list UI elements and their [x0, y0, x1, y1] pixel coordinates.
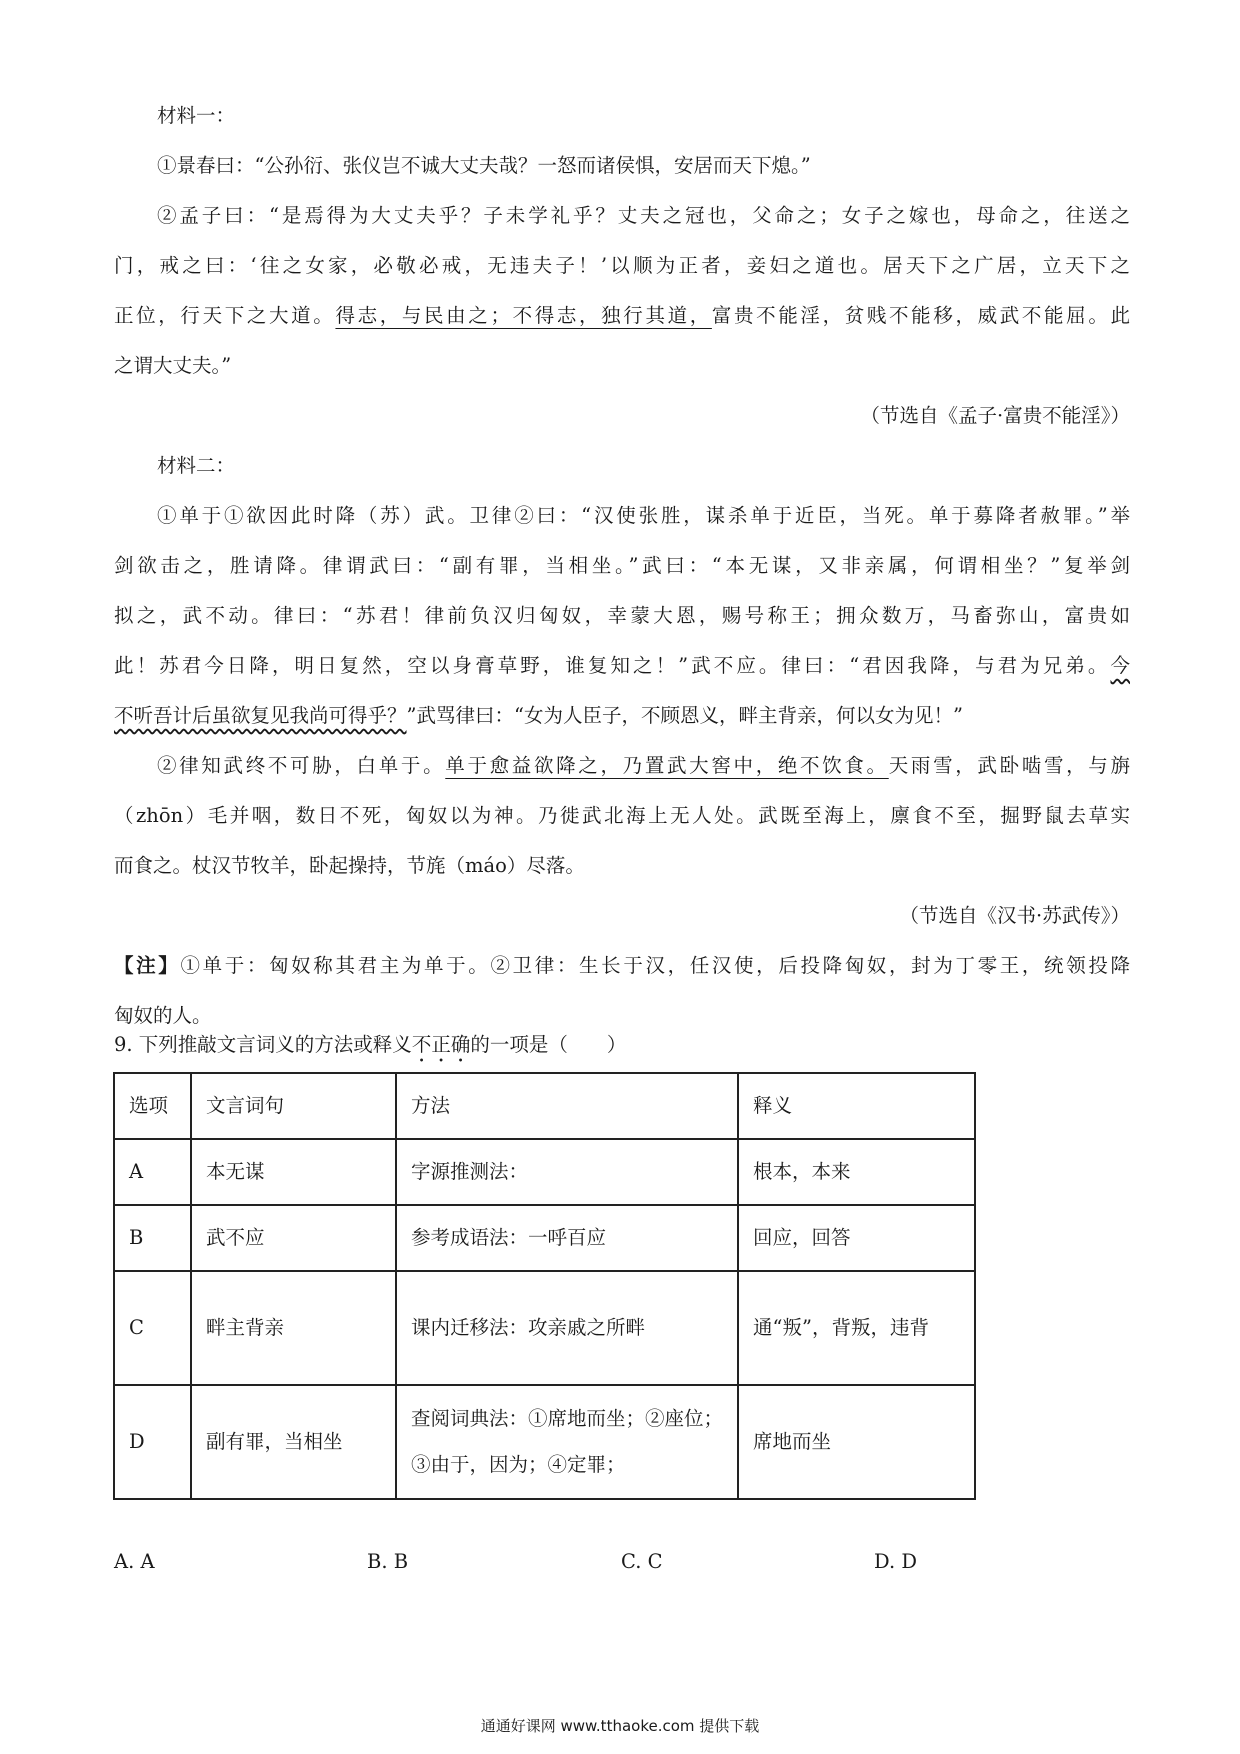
table-header: 文言词句 [191, 1073, 396, 1139]
wavy-underlined-sentence: 不听吾计后虽欲复见我尚可得乎？ [114, 704, 407, 727]
table-cell: 席地而坐 [738, 1385, 975, 1499]
table-cell: 参考成语法：一呼百应 [396, 1205, 738, 1271]
footer: 通通好课网 www.tthaoke.com 提供下载 [480, 1717, 760, 1735]
material1-heading: 材料一： [157, 104, 236, 127]
material1-line-3: 门，戒之曰：‘往之女家，必敬必戒，无违夫子！’以顺为正者，妾妇之道也。居天下之广居，立天下之 [114, 254, 1130, 277]
table-cell: 回应，回答 [738, 1205, 975, 1271]
table-row [114, 1139, 975, 1205]
table-cell: 字源推测法： [396, 1139, 738, 1205]
material2-line-6: ②律知武终不可胁，白单于。单于愈益欲降之，乃置武大窖中，绝不饮食。天雨雪，武卧啮雪，与旃 [157, 754, 1130, 777]
table-row [114, 1271, 975, 1385]
underlined-sentence: 单于愈益欲降之，乃置武大窖中，绝不饮食。 [445, 754, 889, 777]
material2-line-1: ①单于①欲因此时降（苏）武。卫律②曰：“汉使张胜，谋杀单于近臣，当死。单于募降者赦罪。”举 [157, 504, 1130, 527]
table-header: 释义 [738, 1073, 975, 1139]
table-cell: 根本，本来 [738, 1139, 975, 1205]
choice-b[interactable]: B. B [367, 1550, 409, 1573]
material2-line-3: 拟之，武不动。律曰：“苏君！律前负汉归匈奴，幸蒙大恩，赐号称王；拥众数万，马畜弥山，富贵如 [114, 604, 1130, 627]
underlined-sentence: 得志，与民由之；不得志，独行其道， [335, 304, 712, 327]
material1-line-1: ①景春曰：“公孙衍、张仪岂不诚大丈夫哉？一怒而诸侯惧，安居而天下熄。” [157, 154, 811, 177]
table-header: 选项 [114, 1073, 191, 1139]
material2-heading: 材料二： [157, 454, 236, 477]
table-row [114, 1205, 975, 1271]
question-stem: 9. 下列推敲文言词义的方法或释义不正确的一项是（ ） [114, 1033, 627, 1056]
table-cell: 查阅词典法：①席地而坐；②座位；③由于，因为；④定罪； [396, 1385, 738, 1499]
table-header: 方法 [396, 1073, 738, 1139]
emphasized-text: 不正确 [411, 1033, 471, 1056]
table-header-row [114, 1073, 975, 1139]
table-cell: 副有罪，当相坐 [191, 1385, 396, 1499]
note-line-2: 匈奴的人。 [114, 1004, 212, 1027]
material2-line-5: 不听吾计后虽欲复见我尚可得乎？”武骂律曰：“女为人臣子，不顾恩义，畔主背亲，何以女为见！” [114, 704, 963, 727]
table-cell: 畔主背亲 [191, 1271, 396, 1385]
table-cell: 课内迁移法：攻亲戚之所畔 [396, 1271, 738, 1385]
table-cell: 武不应 [191, 1205, 396, 1271]
choice-a[interactable]: A. A [114, 1550, 155, 1573]
material2-line-8: 而食之。杖汉节牧羊，卧起操持，节旄（máo）尽落。 [114, 854, 585, 877]
table-cell: B [114, 1205, 191, 1271]
table-cell: 通“叛”，背叛，违背 [738, 1271, 975, 1385]
table-cell: D [114, 1385, 191, 1499]
material1-source: （节选自《孟子·富贵不能淫》） [860, 404, 1130, 427]
material2-source: （节选自《汉书·苏武传》） [899, 904, 1130, 927]
table-row [114, 1385, 975, 1499]
material1-line-4: 正位，行天下之大道。得志，与民由之；不得志，独行其道，富贵不能淫，贫贱不能移，威武不能屈。此 [114, 304, 1130, 327]
material2-line-2: 剑欲击之，胜请降。律谓武曰：“副有罪，当相坐。”武曰：“本无谋，又非亲属，何谓相坐？”复举剑 [114, 554, 1130, 577]
material2-line-7: （zhōn）毛并咽，数日不死，匈奴以为神。乃徙武北海上无人处。武既至海上，廪食不至，掘野鼠去草实 [114, 804, 1130, 827]
material2-line-4: 此！苏君今日降，明日复然，空以身膏草野，谁复知之！”武不应。律曰：“君因我降，与君为兄弟。今 [114, 654, 1130, 677]
table-cell: 本无谋 [191, 1139, 396, 1205]
note-line-1: 【注】①单于：匈奴称其君主为单于。②卫律：生长于汉，任汉使，后投降匈奴，封为丁零王，统领投降 [114, 954, 1130, 977]
table-cell: A [114, 1139, 191, 1205]
material1-line-2: ②孟子曰：“是焉得为大丈夫乎？子未学礼乎？丈夫之冠也，父命之；女子之嫁也，母命之，往送之 [157, 204, 1130, 227]
table-cell: C [114, 1271, 191, 1385]
choice-c[interactable]: C. C [621, 1550, 663, 1573]
options-table [113, 1072, 976, 1500]
choice-d[interactable]: D. D [874, 1550, 917, 1573]
material1-line-5: 之谓大丈夫。” [114, 354, 232, 377]
